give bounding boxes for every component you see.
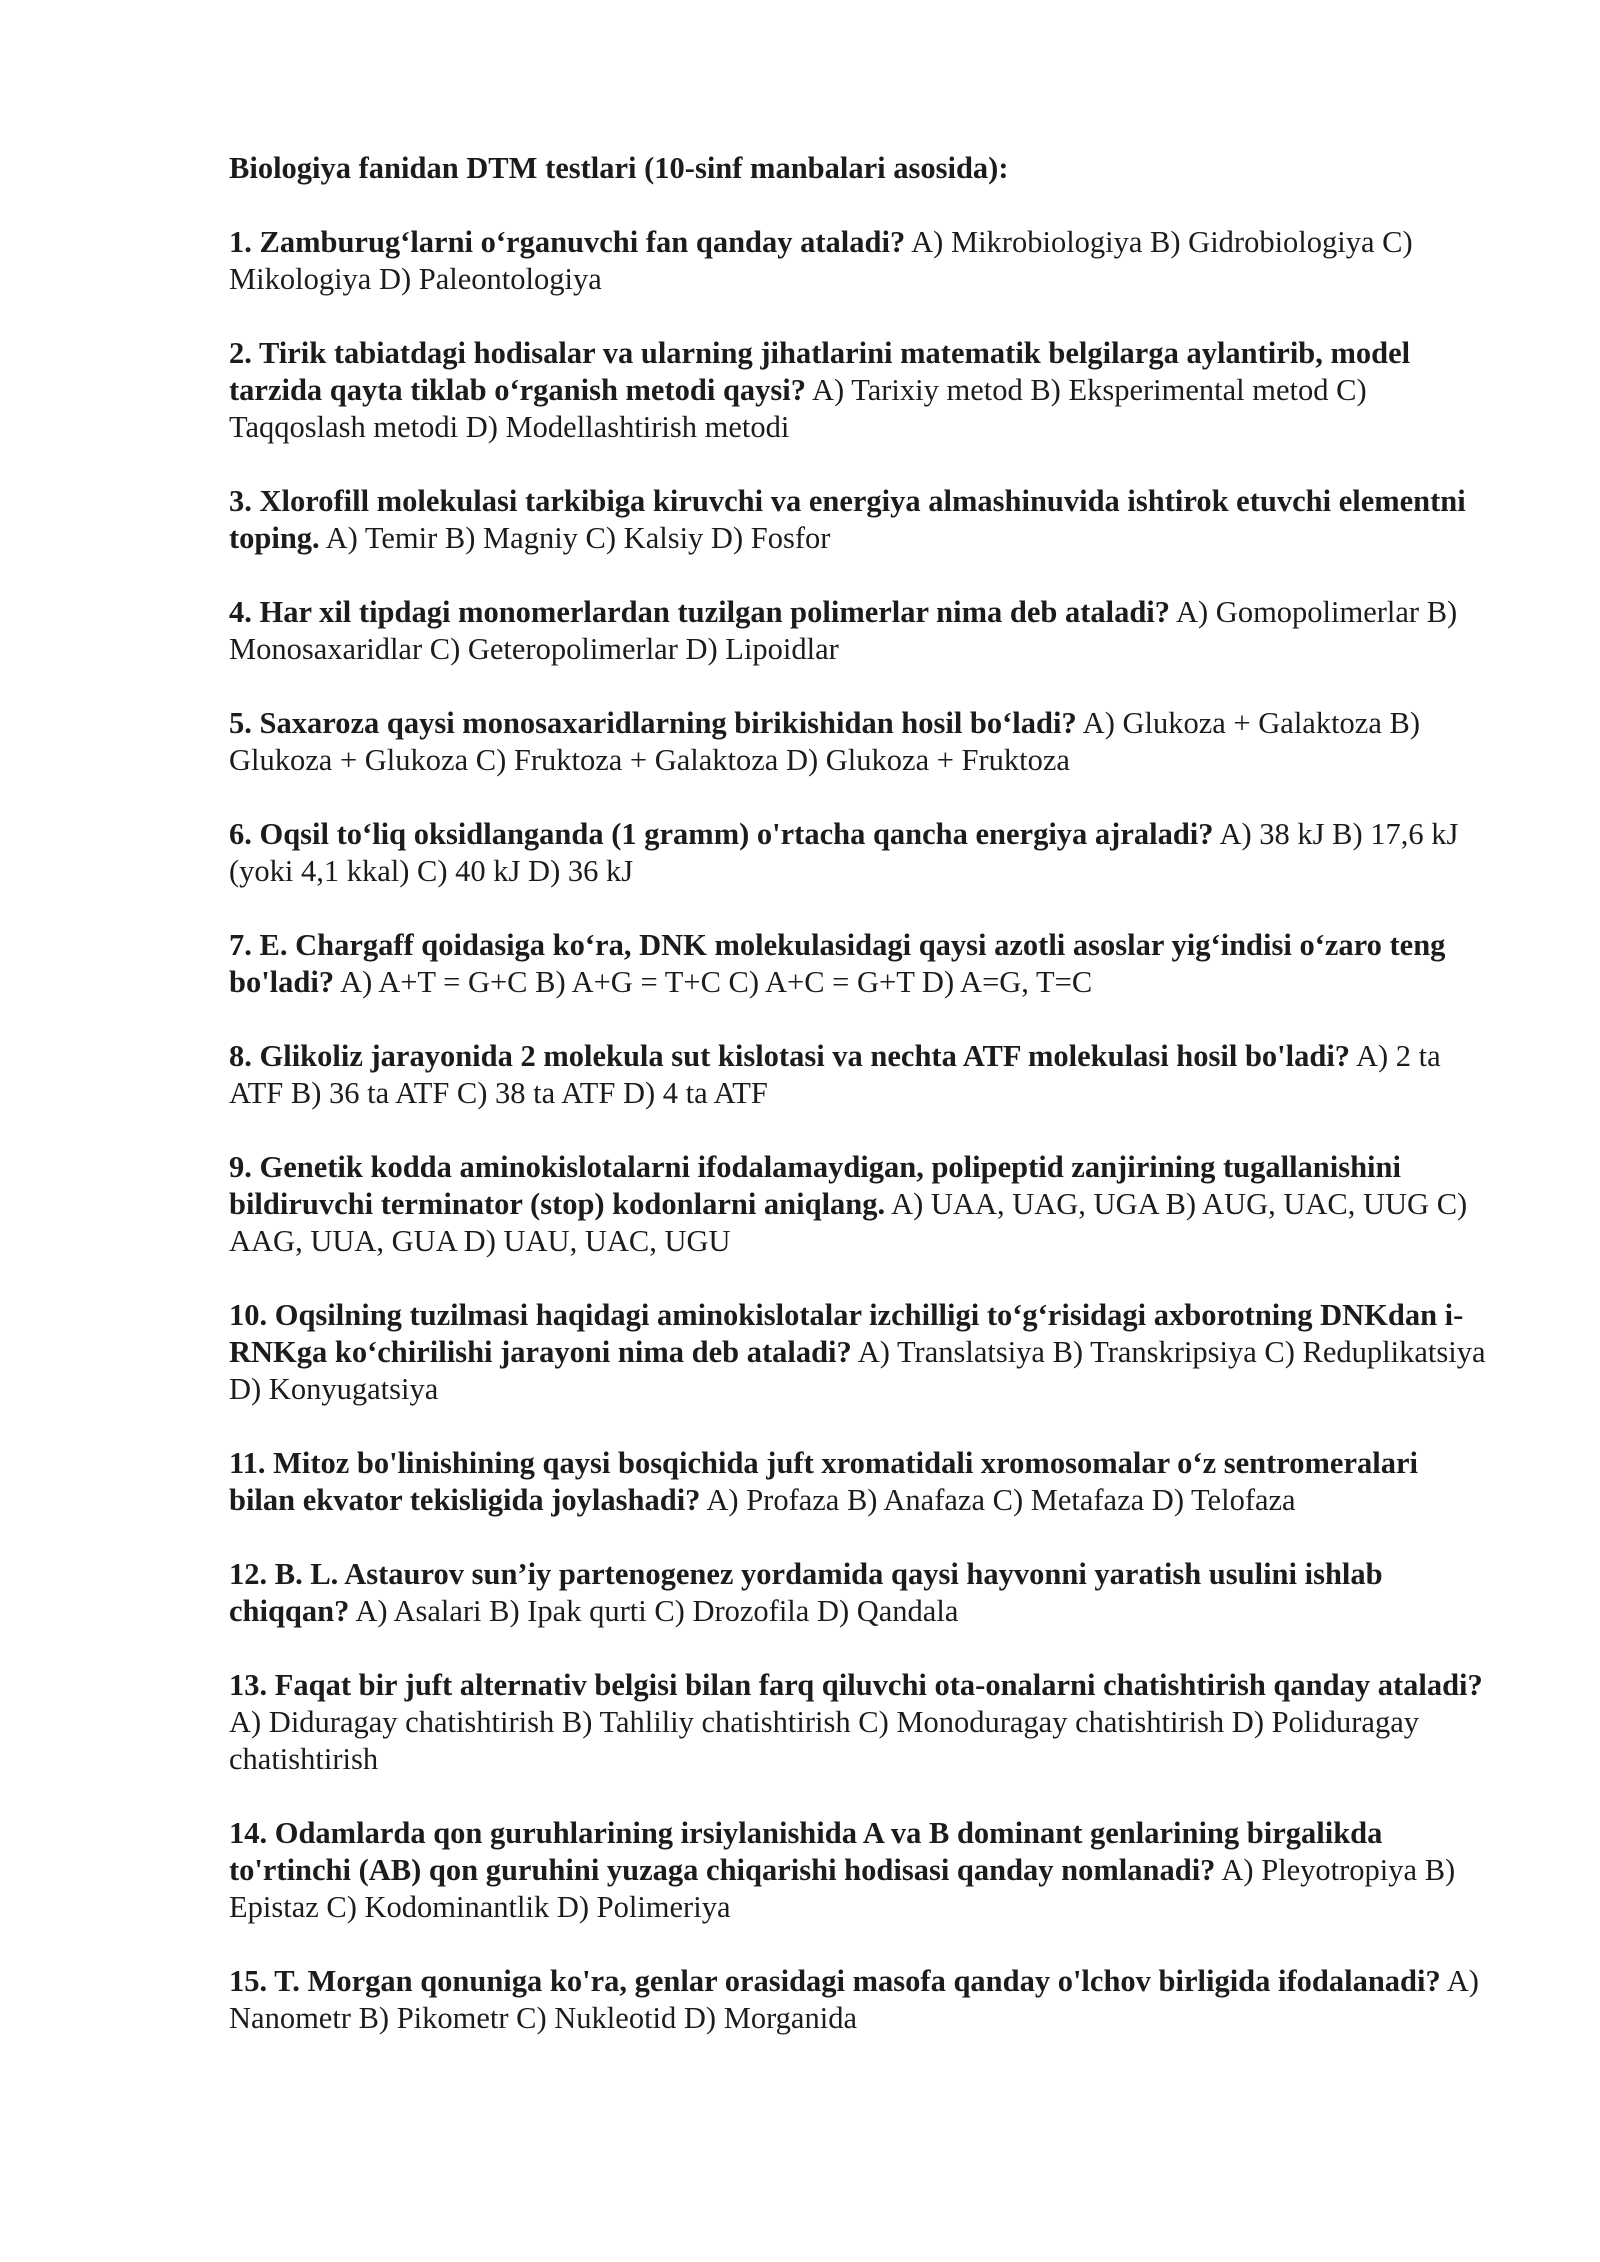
- question-prompt: 12. B. L. Astaurov sun’iy partenogenez yordamida qaysi hayvonni yaratish usulini ishlab chiqqan?: [229, 1557, 1383, 1628]
- question-options: A) Gomopolimerlar B) Monosaxaridlar C) Geteropolimerlar D) Lipoidlar: [229, 595, 1458, 666]
- question-prompt: 7. E. Chargaff qoidasiga ko‘ra, DNK molekulasidagi qaysi azotli asoslar yig‘indisi o‘zaro teng bo'ladi?: [229, 928, 1446, 999]
- question-options: A) Tarixiy metod B) Eksperimental metod C) Taqqoslash metodi D) Modellashtirish metodi: [229, 373, 1367, 444]
- question-options: A) 2 ta ATF B) 36 ta ATF C) 38 ta ATF D) 4 ta ATF: [229, 1039, 1441, 1110]
- question-options: A) Mikrobiologiya B) Gidrobiologiya C) Mikologiya D) Paleontologiya: [229, 225, 1413, 296]
- question-prompt: 11. Mitoz bo'linishining qaysi bosqichida juft xromatidali xromosomalar o‘z sentromeralari bilan ekvator tekisligida joylashadi?: [229, 1446, 1418, 1517]
- question-12: [229, 1556, 1491, 1630]
- question-prompt: 6. Oqsil to‘liq oksidlanganda (1 gramm) o'rtacha qancha energiya ajraladi?: [229, 817, 1214, 851]
- question-8: [229, 1038, 1491, 1112]
- question-prompt: 5. Saxaroza qaysi monosaxaridlarning birikishidan hosil bo‘ladi?: [229, 706, 1077, 740]
- question-prompt: 3. Xlorofill molekulasi tarkibiga kiruvchi va energiya almashinuvida ishtirok etuvchi elementni toping.: [229, 484, 1466, 555]
- question-prompt: 2. Tirik tabiatdagi hodisalar va ularning jihatlarini matematik belgilarga aylantirib, model tarzida qayta tiklab o‘rganish metodi qaysi?: [229, 336, 1411, 407]
- question-7: [229, 927, 1491, 1001]
- question-13: [229, 1667, 1491, 1778]
- question-prompt: 14. Odamlarda qon guruhlarining irsiylanishida A va B dominant genlarining birgalikda to'rtinchi (AB) qon guruhini yuzaga chiqarishi hodisasi qanday nomlanadi?: [229, 1816, 1383, 1887]
- question-2: [229, 335, 1491, 446]
- question-prompt: 10. Oqsilning tuzilmasi haqidagi aminokislotalar izchilligi to‘g‘risidagi axborotning DNKdan i-RNKga ko‘chirilishi jarayoni nima deb ataladi?: [229, 1298, 1464, 1369]
- question-prompt: 15. T. Morgan qonuniga ko'ra, genlar orasidagi masofa qanday o'lchov birligida ifodalanadi?: [229, 1964, 1441, 1998]
- question-11: [229, 1445, 1491, 1519]
- question-prompt: 13. Faqat bir juft alternativ belgisi bilan farq qiluvchi ota-onalarni chatishtirish qanday ataladi?: [229, 1668, 1483, 1702]
- question-prompt: 9. Genetik kodda aminokislotalarni ifodalamaydigan, polipeptid zanjirining tugallanishini bildiruvchi terminator (stop) kodonlarni aniqlang.: [229, 1150, 1401, 1221]
- question-options: A) Profaza B) Anafaza C) Metafaza D) Telofaza: [706, 1483, 1296, 1517]
- question-options: A) A+T = G+C B) A+G = T+C C) A+C = G+T D) A=G, T=C: [340, 965, 1093, 999]
- question-prompt: 4. Har xil tipdagi monomerlardan tuzilgan polimerlar nima deb ataladi?: [229, 595, 1171, 629]
- question-3: [229, 483, 1491, 557]
- question-prompt: 8. Glikoliz jarayonida 2 molekula sut kislotasi va nechta ATF molekulasi hosil bo'ladi?: [229, 1039, 1351, 1073]
- document-heading: Biologiya fanidan DTM testlari (10-sinf manbalari asosida):: [229, 151, 1009, 185]
- question-14: [229, 1815, 1491, 1926]
- question-options: A) Pleyotropiya B) Epistaz C) Kodominantlik D) Polimeriya: [229, 1853, 1456, 1924]
- document-page: [229, 150, 1491, 2074]
- question-options: A) Translatsiya B) Transkripsiya C) Reduplikatsiya D) Konyugatsiya: [229, 1335, 1486, 1406]
- question-options: A) Glukoza + Galaktoza B) Glukoza + Glukoza C) Fruktoza + Galaktoza D) Glukoza + Fruktoza: [229, 706, 1421, 777]
- question-9: [229, 1149, 1491, 1260]
- question-options: A) 38 kJ B) 17,6 kJ (yoki 4,1 kkal) C) 40 kJ D) 36 kJ: [229, 817, 1459, 888]
- question-1: [229, 224, 1491, 298]
- question-options: A) UAA, UAG, UGA B) AUG, UAC, UUG C) AAG, UUA, GUA D) UAU, UAC, UGU: [229, 1187, 1468, 1258]
- question-options: A) Asalari B) Ipak qurti C) Drozofila D) Qandala: [355, 1594, 959, 1628]
- question-prompt: 1. Zamburug‘larni o‘rganuvchi fan qanday ataladi?: [229, 225, 906, 259]
- question-6: [229, 816, 1491, 890]
- question-options: A) Temir B) Magniy C) Kalsiy D) Fosfor: [325, 521, 831, 555]
- question-options: A) Diduragay chatishtirish B) Tahliliy chatishtirish C) Monoduragay chatishtirish D) Poliduragay chatishtirish: [229, 1705, 1419, 1776]
- question-options: A) Nanometr B) Pikometr C) Nukleotid D) Morganida: [229, 1964, 1479, 2035]
- question-10: [229, 1297, 1491, 1408]
- question-5: [229, 705, 1491, 779]
- question-15: [229, 1963, 1491, 2037]
- question-4: [229, 594, 1491, 668]
